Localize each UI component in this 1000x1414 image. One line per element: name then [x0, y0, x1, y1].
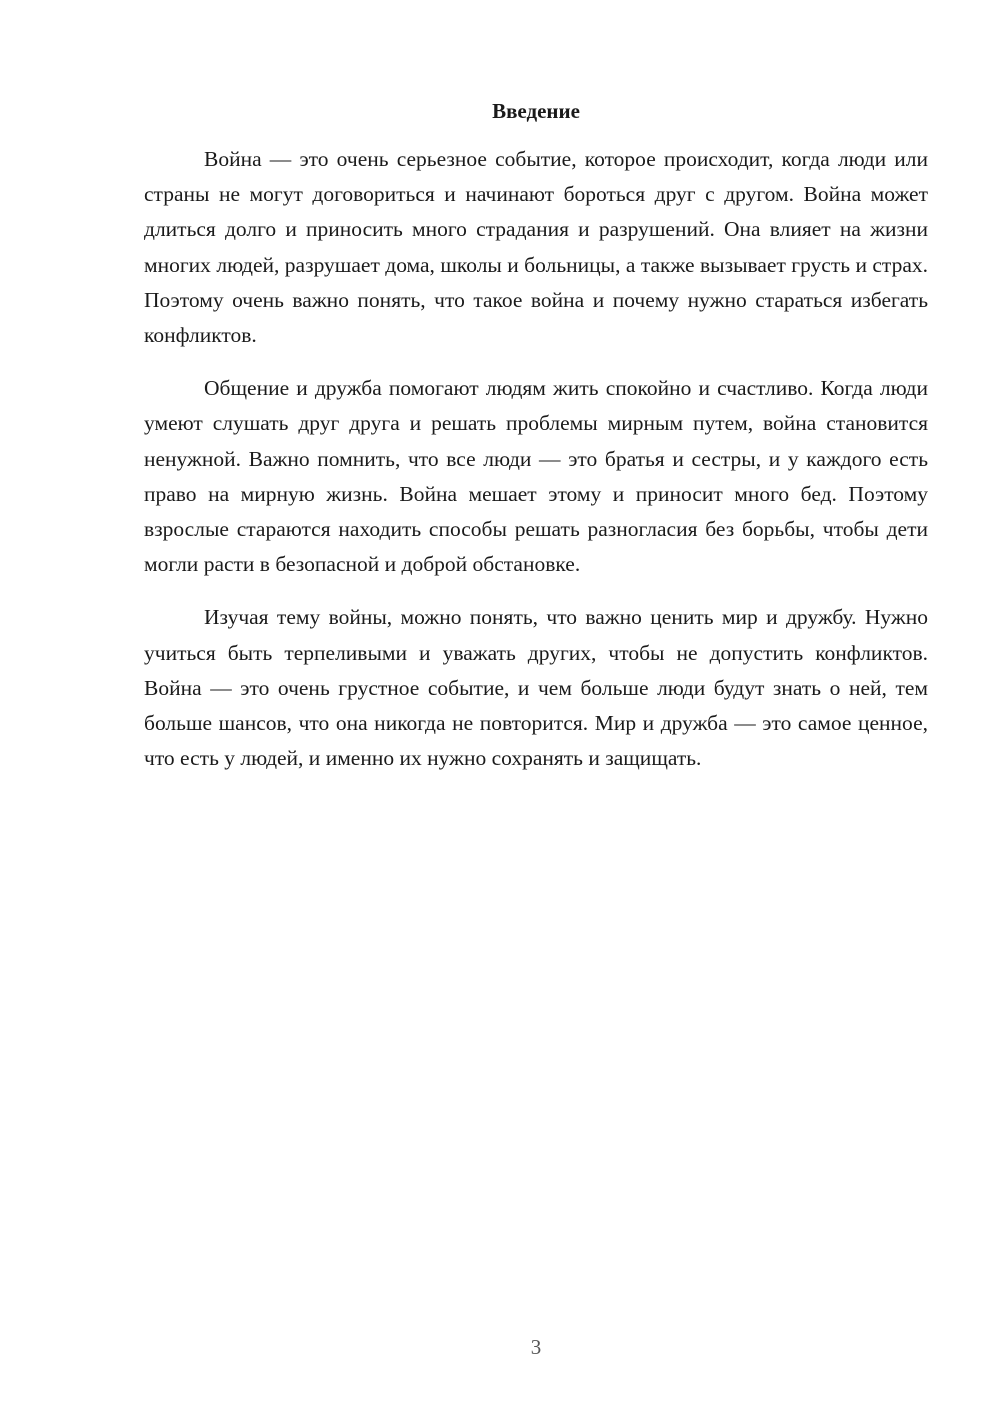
document-body — [144, 142, 928, 794]
paragraph-3: Изучая тему войны, можно понять, что важно ценить мир и дружбу. Нужно учиться быть терпеливыми и уважать других, чтобы не допустить конфликтов. Война — это очень грустное событие, и чем больше люди будут знать о ней, тем больше шансов, что она никогда не повторится. Мир и дружба — это самое ценное, что есть у людей, и именно их нужно сохранять и защищать. — [144, 605, 928, 771]
page-title: Введение — [492, 99, 580, 123]
paragraph-1: Война — это очень серьезное событие, которое происходит, когда люди или страны не могут договориться и начинают бороться друг с другом. Война может длиться долго и приносить много страдания и разрушений. Она влияет на жизни многих людей, разрушает дома, школы и больницы, а также вызывает грусть и страх. Поэтому очень важно понять, что такое война и почему нужно стараться избегать конфликтов. — [144, 147, 928, 348]
page-number: 3 — [530, 1335, 542, 1359]
paragraph-2: Общение и дружба помогают людям жить спокойно и счастливо. Когда люди умеют слушать друг друга и решать проблемы мирным путем, война становится ненужной. Важно помнить, что все люди — это братья и сестры, и у каждого есть право на мирную жизнь. Война мешает этому и приносит много бед. Поэтому взрослые стараются находить способы решать разногласия без борьбы, чтобы дети могли расти в безопасной и доброй обстановке. — [144, 376, 928, 577]
